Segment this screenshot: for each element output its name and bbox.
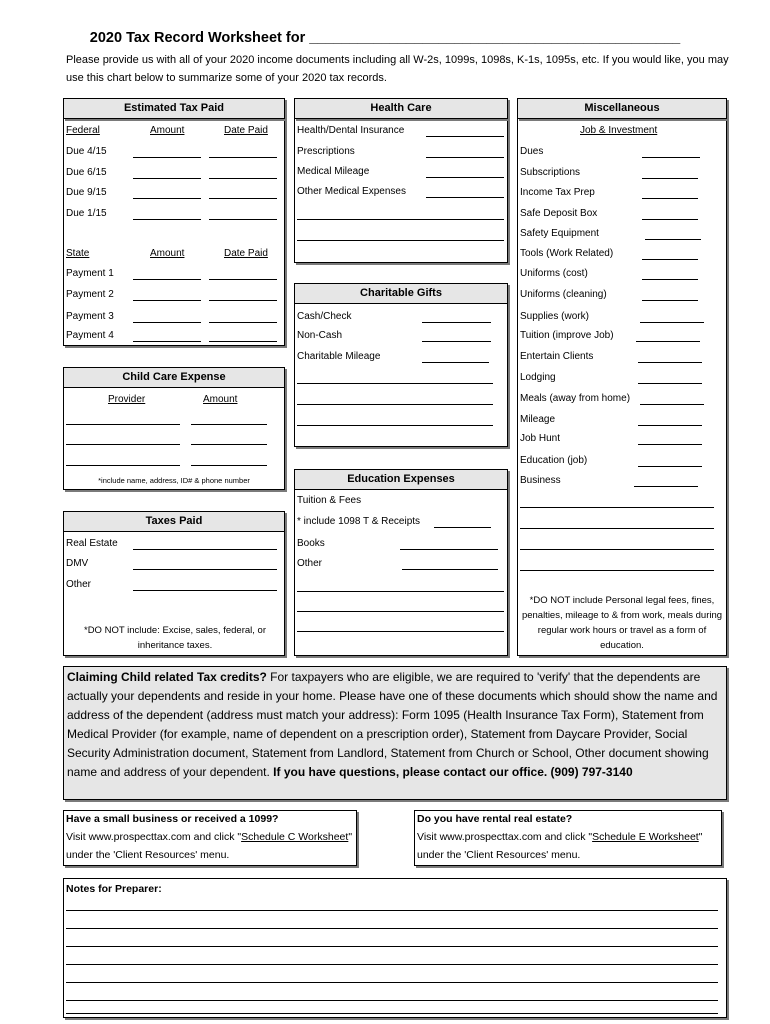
fill-line[interactable] xyxy=(638,466,702,467)
charitable-row-label: Charitable Mileage xyxy=(297,351,381,362)
taxes-row-label: Real Estate xyxy=(66,538,118,549)
notes-box xyxy=(63,878,727,1018)
child-care-header: Child Care Expense xyxy=(63,367,285,388)
misc-row-label: Business xyxy=(520,475,561,486)
federal-amount-label: Amount xyxy=(150,125,185,136)
intro-text: Please provide us with all of your 2020 income documents including all W-2s, 1099s, 1098s, K-1s, 1095s, etc. If you would like, you may use this chart below to summarize some of your 2020 tax records. xyxy=(66,54,729,84)
fill-line[interactable] xyxy=(191,444,267,445)
health-row-label: Other Medical Expenses xyxy=(297,186,406,197)
fill-line[interactable] xyxy=(209,157,277,158)
rental-visit: Visit www.prospecttax.com and click " xyxy=(417,831,593,843)
notes-line[interactable] xyxy=(66,1000,718,1001)
fill-line[interactable] xyxy=(191,465,267,466)
notes-line[interactable] xyxy=(66,910,718,911)
fill-line[interactable] xyxy=(638,383,702,384)
taxes-row-label: Other xyxy=(66,579,92,590)
state-row-label: Payment 2 xyxy=(66,289,114,300)
taxes-row-label: DMV xyxy=(66,558,89,569)
provider-label: Provider xyxy=(108,394,146,405)
fill-line[interactable] xyxy=(209,219,277,220)
state-row-label: Payment 3 xyxy=(66,311,114,322)
schedule-c-link[interactable]: Schedule C Worksheet xyxy=(241,831,349,843)
state-row-label: Payment 1 xyxy=(66,268,114,279)
fill-line[interactable] xyxy=(638,444,702,445)
fill-line[interactable] xyxy=(133,219,201,220)
state-date-label: Date Paid xyxy=(224,248,268,259)
fill-line[interactable] xyxy=(402,569,498,570)
fill-line[interactable] xyxy=(209,178,277,179)
misc-row-label: Meals (away from home) xyxy=(520,393,631,404)
fill-line[interactable] xyxy=(133,198,201,199)
misc-row-label: Safe Deposit Box xyxy=(520,208,598,219)
fill-line[interactable] xyxy=(133,341,201,342)
small-business-visit: Visit www.prospecttax.com and click " xyxy=(66,831,242,843)
small-business-menu: " under the 'Client Resources' menu. xyxy=(66,831,353,861)
education-row-label: Tuition & Fees xyxy=(297,495,362,506)
fill-line[interactable] xyxy=(66,465,180,466)
fill-line[interactable] xyxy=(642,219,698,220)
fill-line[interactable] xyxy=(133,300,201,301)
fill-line[interactable] xyxy=(642,157,700,158)
fill-line[interactable] xyxy=(422,362,489,363)
misc-row-label: Job Hunt xyxy=(520,433,561,444)
misc-row-label: Safety Equipment xyxy=(520,228,599,239)
notes-line[interactable] xyxy=(66,928,718,929)
misc-row-label: Tools (Work Related) xyxy=(520,248,614,259)
taxes-note: *DO NOT include: Excise, sales, federal, or inheritance taxes. xyxy=(84,625,266,651)
fill-line[interactable] xyxy=(426,197,504,198)
misc-row-label: Entertain Clients xyxy=(520,351,594,362)
federal-row-label: Due 6/15 xyxy=(66,167,107,178)
fill-line[interactable] xyxy=(66,424,180,425)
fill-line[interactable] xyxy=(297,383,493,384)
fill-line[interactable] xyxy=(297,240,504,241)
fill-line[interactable] xyxy=(434,527,491,528)
fill-line[interactable] xyxy=(645,239,701,240)
child-care-footnote: *include name, address, ID# & phone number xyxy=(98,476,250,485)
health-care-header: Health Care xyxy=(294,98,508,119)
notes-line[interactable] xyxy=(66,1013,718,1014)
fill-line[interactable] xyxy=(297,425,493,426)
fill-line[interactable] xyxy=(133,178,201,179)
fill-line[interactable] xyxy=(640,404,704,405)
fill-line[interactable] xyxy=(520,549,714,550)
education-header: Education Expenses xyxy=(294,469,508,490)
fill-line[interactable] xyxy=(520,528,714,529)
notes-label: Notes for Preparer: xyxy=(66,883,162,895)
fill-line[interactable] xyxy=(297,631,504,632)
fill-line[interactable] xyxy=(133,549,277,550)
small-business-text xyxy=(66,810,354,864)
misc-row-label: Supplies (work) xyxy=(520,311,589,322)
education-row-label: * include 1098 T & Receipts xyxy=(297,516,421,527)
fill-line[interactable] xyxy=(209,322,277,323)
fill-line[interactable] xyxy=(426,136,504,137)
fill-line[interactable] xyxy=(640,322,704,323)
charitable-row-label: Non-Cash xyxy=(297,330,343,341)
small-business-question: Have a small business or received a 1099? xyxy=(66,813,279,825)
fill-line[interactable] xyxy=(642,178,698,179)
fill-line[interactable] xyxy=(638,425,702,426)
federal-row-label: Due 9/15 xyxy=(66,187,107,198)
estimated-tax-header: Estimated Tax Paid xyxy=(63,98,285,119)
miscellaneous-header: Miscellaneous xyxy=(517,98,727,119)
fill-line[interactable] xyxy=(297,611,504,612)
fill-line[interactable] xyxy=(133,590,277,591)
federal-label: Federal xyxy=(66,125,100,136)
rental-text xyxy=(417,810,717,864)
fill-line[interactable] xyxy=(634,486,698,487)
fill-line[interactable] xyxy=(422,322,491,323)
fill-line[interactable] xyxy=(520,507,714,508)
fill-line[interactable] xyxy=(209,279,277,280)
fill-line[interactable] xyxy=(191,424,267,425)
fill-line[interactable] xyxy=(426,177,504,178)
health-row-label: Prescriptions xyxy=(297,146,355,157)
rental-question: Do you have rental real estate? xyxy=(417,813,573,825)
misc-note: *DO NOT include Personal legal fees, fines, penalties, mileage to & from work, meals during regular work hours or travel as a form of education. xyxy=(521,595,723,651)
charitable-gifts-header: Charitable Gifts xyxy=(294,283,508,304)
misc-row-label: Subscriptions xyxy=(520,167,581,178)
taxes-paid-header: Taxes Paid xyxy=(63,511,285,532)
misc-row-label: Tuition (improve Job) xyxy=(520,330,614,341)
fill-line[interactable] xyxy=(636,341,700,342)
fill-line[interactable] xyxy=(133,322,201,323)
fill-line[interactable] xyxy=(426,157,504,158)
education-row-label: Books xyxy=(297,538,325,549)
fill-line[interactable] xyxy=(133,279,201,280)
health-row-label: Medical Mileage xyxy=(297,166,370,177)
misc-row-label: Mileage xyxy=(520,414,556,425)
fill-line[interactable] xyxy=(133,569,277,570)
fill-line[interactable] xyxy=(133,157,201,158)
claiming-credits-lead: Claiming Child related Tax credits? xyxy=(67,670,267,684)
charitable-row-label: Cash/Check xyxy=(297,311,352,322)
claiming-credits-contact: If you have questions, please contact our office. (909) 797-3140 xyxy=(273,765,633,779)
claiming-credits-body: For taxpayers who are eligible, we are required to 'verify' that the dependents are actually your dependents and reside in your home. Please have one of these documents which should show the name and address of the dependent (address must match your address): Form 1095 (Health Insurance Tax Form), Statement from Medical Provider (for example, name of dependent on a prescription order), Statement from Daycare Provider, Social Security Administration document, Statement from Landlord, Statement from Church or School, Other document showing name and address of your dependent. xyxy=(67,670,718,779)
page-title: 2020 Tax Record Worksheet for ______________________________________________ xyxy=(89,30,681,46)
fill-line[interactable] xyxy=(209,300,277,301)
misc-row-label: Dues xyxy=(520,146,544,157)
fill-line[interactable] xyxy=(642,279,698,280)
federal-row-label: Due 4/15 xyxy=(66,146,107,157)
fill-line[interactable] xyxy=(209,198,277,199)
fill-line[interactable] xyxy=(209,341,277,342)
federal-date-label: Date Paid xyxy=(224,125,268,136)
state-label: State xyxy=(66,248,90,259)
fill-line[interactable] xyxy=(520,570,714,571)
state-row-label: Payment 4 xyxy=(66,330,114,341)
state-amount-label: Amount xyxy=(150,248,185,259)
misc-row-label: Education (job) xyxy=(520,455,588,466)
fill-line[interactable] xyxy=(422,341,491,342)
rental-menu: " under the 'Client Resources' menu. xyxy=(417,831,703,861)
misc-row-label: Uniforms (cleaning) xyxy=(520,289,607,300)
fill-line[interactable] xyxy=(297,404,493,405)
fill-line[interactable] xyxy=(66,444,180,445)
misc-row-label: Uniforms (cost) xyxy=(520,268,588,279)
notes-line[interactable] xyxy=(66,946,718,947)
schedule-e-link[interactable]: Schedule E Worksheet xyxy=(592,831,699,843)
fill-line[interactable] xyxy=(297,591,504,592)
misc-row-label: Lodging xyxy=(520,372,556,383)
fill-line[interactable] xyxy=(642,198,698,199)
job-investment-label: Job & Investment xyxy=(580,125,658,136)
fill-line[interactable] xyxy=(642,300,698,301)
child-care-amount-label: Amount xyxy=(203,394,238,405)
fill-line[interactable] xyxy=(297,219,504,220)
notes-line[interactable] xyxy=(66,982,718,983)
notes-line[interactable] xyxy=(66,964,718,965)
federal-row-label: Due 1/15 xyxy=(66,208,107,219)
education-row-label: Other xyxy=(297,558,323,569)
claiming-credits-text xyxy=(67,668,725,782)
misc-row-label: Income Tax Prep xyxy=(520,187,595,198)
fill-line[interactable] xyxy=(400,549,498,550)
fill-line[interactable] xyxy=(642,259,698,260)
fill-line[interactable] xyxy=(638,362,702,363)
health-row-label: Health/Dental Insurance xyxy=(297,125,405,136)
